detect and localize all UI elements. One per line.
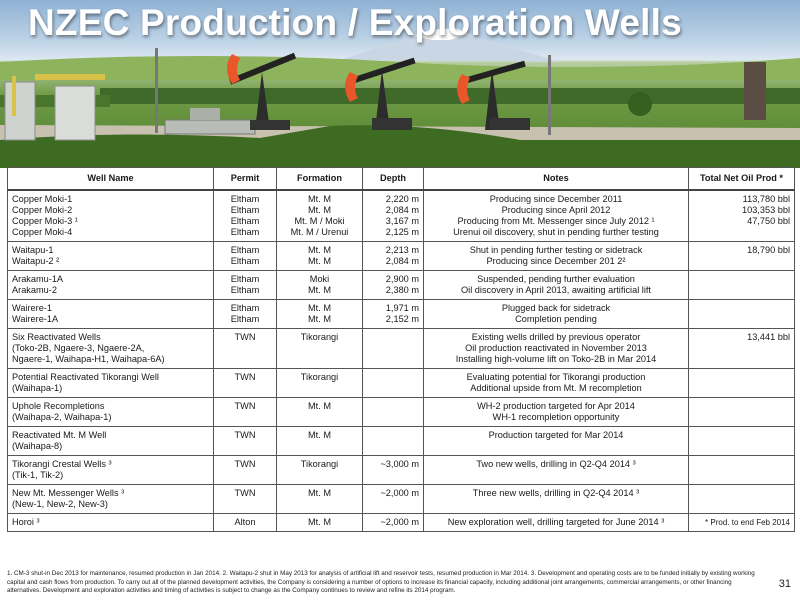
cell-line: 2,084 m (385, 205, 419, 215)
well-name-cell (8, 456, 214, 485)
total-net-oil-prod-cell (689, 514, 795, 532)
cell-line: Eltham (230, 314, 260, 324)
cell-line: Two new wells, drilling in Q2-Q4 2014 ³ (476, 459, 636, 469)
cell-line: Ngaere-1, Waihapa-H1, Waihapa-6A) (12, 354, 165, 364)
formation-cell (277, 369, 363, 398)
cell-line: Wairere-1 (12, 303, 52, 313)
total-net-oil-prod-cell (689, 398, 795, 427)
notes-cell (424, 456, 689, 485)
cell-line: Reactivated Mt. M Well (12, 430, 107, 440)
cell-line: Oil production reactivated in November 2013 (465, 343, 647, 353)
cell-line: Producing since December 201 2² (486, 256, 626, 266)
cell-line: Eltham (230, 274, 260, 284)
formation-cell (277, 456, 363, 485)
cell-line: Three new wells, drilling in Q2-Q4 2014 ³ (472, 488, 640, 498)
total-net-oil-prod-cell (689, 329, 795, 369)
cell-line: New Mt. Messenger Wells ³ (12, 488, 125, 498)
total-net-oil-prod-cell (689, 242, 795, 271)
table-header-row (8, 168, 795, 191)
depth-cell (363, 190, 424, 242)
cell-line: Arakamu-1A (12, 274, 64, 284)
cell-line: (Waihapa-8) (12, 441, 63, 451)
total-net-oil-prod-cell (689, 271, 795, 300)
well-name-cell (8, 485, 214, 514)
cell-line: Wairere-1A (12, 314, 59, 324)
cell-line: 2,213 m (385, 245, 419, 255)
total-net-oil-prod-cell (689, 300, 795, 329)
permit-cell (214, 271, 277, 300)
well-name-cell (8, 427, 214, 456)
cell-line: 103,353 bbl (741, 205, 790, 215)
cell-line: Eltham (230, 205, 260, 215)
total-net-oil-prod-cell (689, 369, 795, 398)
cell-line: Six Reactivated Wells (12, 332, 101, 342)
cell-line: Mt. M (308, 194, 331, 204)
cell-line: Mt. M (308, 205, 331, 215)
permit-cell (214, 369, 277, 398)
cell-line: 2,125 m (385, 227, 419, 237)
notes-cell (424, 398, 689, 427)
formation-cell (277, 514, 363, 532)
cell-line: Eltham (230, 216, 260, 226)
cell-line: 113,780 bbl (742, 194, 790, 204)
cell-line: Mt. M (308, 245, 331, 255)
cell-line: Eltham (230, 227, 260, 237)
notes-cell (424, 369, 689, 398)
well-name-cell (8, 329, 214, 369)
cell-line: Tikorangi (300, 459, 339, 469)
cell-line: Potential Reactivated Tikorangi Well (12, 372, 159, 382)
table-row (8, 271, 795, 300)
cell-line: (New-1, New-2, New-3) (12, 499, 108, 509)
depth-cell (363, 514, 424, 532)
table-row (8, 427, 795, 456)
cell-line: Suspended, pending further evaluation (477, 274, 635, 284)
cell-line: Shut in pending further testing or sidetrack (469, 245, 643, 255)
table-row (8, 514, 795, 532)
permit-cell (214, 456, 277, 485)
permit-cell (214, 485, 277, 514)
notes-cell (424, 190, 689, 242)
cell-line: Eltham (230, 194, 260, 204)
total-net-oil-prod-cell (689, 427, 795, 456)
slide-title: NZEC Production / Exploration Wells (28, 2, 682, 43)
cell-line: Mt. M (308, 256, 331, 266)
cell-line: WH-1 recompletion opportunity (492, 412, 620, 422)
cell-line: Mt. M (308, 488, 331, 498)
cell-line: Mt. M / Moki (294, 216, 345, 226)
cell-line: Waitapu-1 (12, 245, 54, 255)
cell-line: Oil discovery in April 2013, awaiting artificial lift (461, 285, 651, 295)
cell-line: Copper Moki-2 (12, 205, 73, 215)
cell-line: Mt. M (308, 314, 331, 324)
cell-line: Producing since April 2012 (501, 205, 611, 215)
formation-cell (277, 242, 363, 271)
cell-line: 2,380 m (385, 285, 419, 295)
cell-line: (Toko-2B, Ngaere-3, Ngaere-2A, (12, 343, 145, 353)
cell-line: (Waihapa-1) (12, 383, 63, 393)
permit-cell (214, 398, 277, 427)
cell-line: Eltham (230, 303, 260, 313)
cell-line: Evaluating potential for Tikorangi production (466, 372, 646, 382)
notes-cell (424, 329, 689, 369)
cell-line: Producing since December 2011 (489, 194, 623, 204)
permit-cell (214, 300, 277, 329)
wells-table (7, 167, 795, 532)
depth-cell (363, 456, 424, 485)
notes-cell (424, 514, 689, 532)
total-net-oil-prod-cell (689, 456, 795, 485)
permit-cell (214, 190, 277, 242)
cell-line: TWN (234, 401, 256, 411)
notes-cell (424, 427, 689, 456)
cell-line: TWN (234, 332, 256, 342)
depth-cell (363, 369, 424, 398)
notes-cell (424, 271, 689, 300)
well-name-cell (8, 398, 214, 427)
notes-cell (424, 485, 689, 514)
cell-line: Urenui oil discovery, shut in pending further testing (453, 227, 659, 237)
cell-line: Eltham (230, 256, 260, 266)
cell-line: ~2,000 m (380, 488, 419, 498)
formation-cell (277, 190, 363, 242)
cell-line: Copper Moki-3 ¹ (12, 216, 78, 226)
permit-cell (214, 514, 277, 532)
formation-cell (277, 485, 363, 514)
table-row (8, 369, 795, 398)
cell-line: Mt. M (308, 303, 331, 313)
well-name-cell (8, 242, 214, 271)
formation-cell (277, 398, 363, 427)
table-row (8, 456, 795, 485)
cell-line: 2,220 m (385, 194, 419, 204)
cell-line: Mt. M (308, 401, 331, 411)
cell-line: Installing high-volume lift on Toko-2B in Mar 2014 (455, 354, 657, 364)
cell-line: Arakamu-2 (12, 285, 57, 295)
cell-line: Mt. M (308, 285, 331, 295)
permit-cell (214, 427, 277, 456)
cell-line: Uphole Recompletions (12, 401, 105, 411)
cell-line: Tikorangi (300, 332, 339, 342)
cell-line: TWN (234, 430, 256, 440)
cell-line: Waitapu-2 ² (12, 256, 60, 266)
cell-line: Eltham (230, 285, 260, 295)
cell-line: (Waihapa-2, Waihapa-1) (12, 412, 112, 422)
cell-line: Completion pending (515, 314, 597, 324)
cell-line: 18,790 bbl (747, 245, 790, 255)
cell-line: 2,152 m (385, 314, 419, 324)
cell-line: ~3,000 m (380, 459, 419, 469)
cell-line: 47,750 bbl (747, 216, 790, 226)
column-header-permit: Permit (214, 168, 277, 191)
cell-line: 13,441 bbl (747, 332, 790, 342)
cell-line: * Prod. to end Feb 2014 (705, 518, 790, 527)
well-name-cell (8, 369, 214, 398)
depth-cell (363, 485, 424, 514)
cell-line: Eltham (230, 245, 260, 255)
table-body (8, 190, 795, 532)
well-name-cell (8, 271, 214, 300)
cell-line: Existing wells drilled by previous operator (471, 332, 641, 342)
cell-line: WH-2 production targeted for Apr 2014 (477, 401, 635, 411)
cell-line: Production targeted for Mar 2014 (488, 430, 624, 440)
cell-line: TWN (234, 372, 256, 382)
cell-line: Mt. M (308, 430, 331, 440)
cell-line: TWN (234, 459, 256, 469)
table-row (8, 485, 795, 514)
total-net-oil-prod-cell (689, 190, 795, 242)
cell-line: Tikorangi Crestal Wells ³ (12, 459, 112, 469)
cell-line: (Tik-1, Tik-2) (12, 470, 64, 480)
column-header-notes: Notes (424, 168, 689, 191)
cell-line: Plugged back for sidetrack (501, 303, 611, 313)
cell-line: Copper Moki-1 (12, 194, 73, 204)
permit-cell (214, 329, 277, 369)
formation-cell (277, 329, 363, 369)
depth-cell (363, 242, 424, 271)
cell-line: Mt. M / Urenui (290, 227, 349, 237)
header-photo (0, 0, 800, 168)
cell-line: Alton (234, 517, 256, 527)
cell-line: 1,971 m (385, 303, 419, 313)
cell-line: Horoi ³ (12, 517, 40, 527)
column-header-total-net-oil-prod: Total Net Oil Prod * (689, 168, 795, 191)
depth-cell (363, 398, 424, 427)
cell-line: ~2,000 m (380, 517, 419, 527)
page-number: 31 (778, 578, 791, 590)
cell-line: Copper Moki-4 (12, 227, 73, 237)
cell-line: 2,084 m (385, 256, 419, 266)
cell-line: Tikorangi (300, 372, 339, 382)
depth-cell (363, 271, 424, 300)
table-row (8, 300, 795, 329)
formation-cell (277, 427, 363, 456)
notes-cell (424, 242, 689, 271)
cell-line: 2,900 m (385, 274, 419, 284)
well-name-cell (8, 190, 214, 242)
cell-line: New exploration well, drilling targeted for June 2014 ³ (447, 517, 665, 527)
table-row (8, 329, 795, 369)
table-row (8, 190, 795, 242)
footnote: 1. CM-3 shut-in Dec 2013 for maintenance, resumed production in Jan 2014. 2. Waitapu-2 shut in May 2013 for analysis of artificial lift and reservoir tests, resumed production in Mar 2014. 3. Development and operating costs are to be funded initially by existing working capital and cash flows from production. To carry out all of the planned development activities, the Company is considering a number of options to increase its financial capacity, including additional joint arrangements, commercial arrangements, or other financing alternatives. Development and exploration activities and timing of activities is subject to change as the Company continues to review and refine its 2014 program. (7, 570, 755, 595)
permit-cell (214, 242, 277, 271)
cell-line: Producing from Mt. Messenger since July 2012 ¹ (457, 216, 655, 226)
cell-line: Moki (309, 274, 330, 284)
table-row (8, 242, 795, 271)
depth-cell (363, 329, 424, 369)
depth-cell (363, 300, 424, 329)
cell-line: 3,167 m (385, 216, 419, 226)
notes-cell (424, 300, 689, 329)
column-header-depth: Depth (363, 168, 424, 191)
formation-cell (277, 271, 363, 300)
well-name-cell (8, 514, 214, 532)
cell-line: TWN (234, 488, 256, 498)
cell-line: Mt. M (308, 517, 331, 527)
depth-cell (363, 427, 424, 456)
column-header-well-name: Well Name (8, 168, 214, 191)
table-row (8, 398, 795, 427)
cell-line: Additional upside from Mt. M recompletion (470, 383, 642, 393)
formation-cell (277, 300, 363, 329)
total-net-oil-prod-cell (689, 485, 795, 514)
column-header-formation: Formation (277, 168, 363, 191)
well-name-cell (8, 300, 214, 329)
